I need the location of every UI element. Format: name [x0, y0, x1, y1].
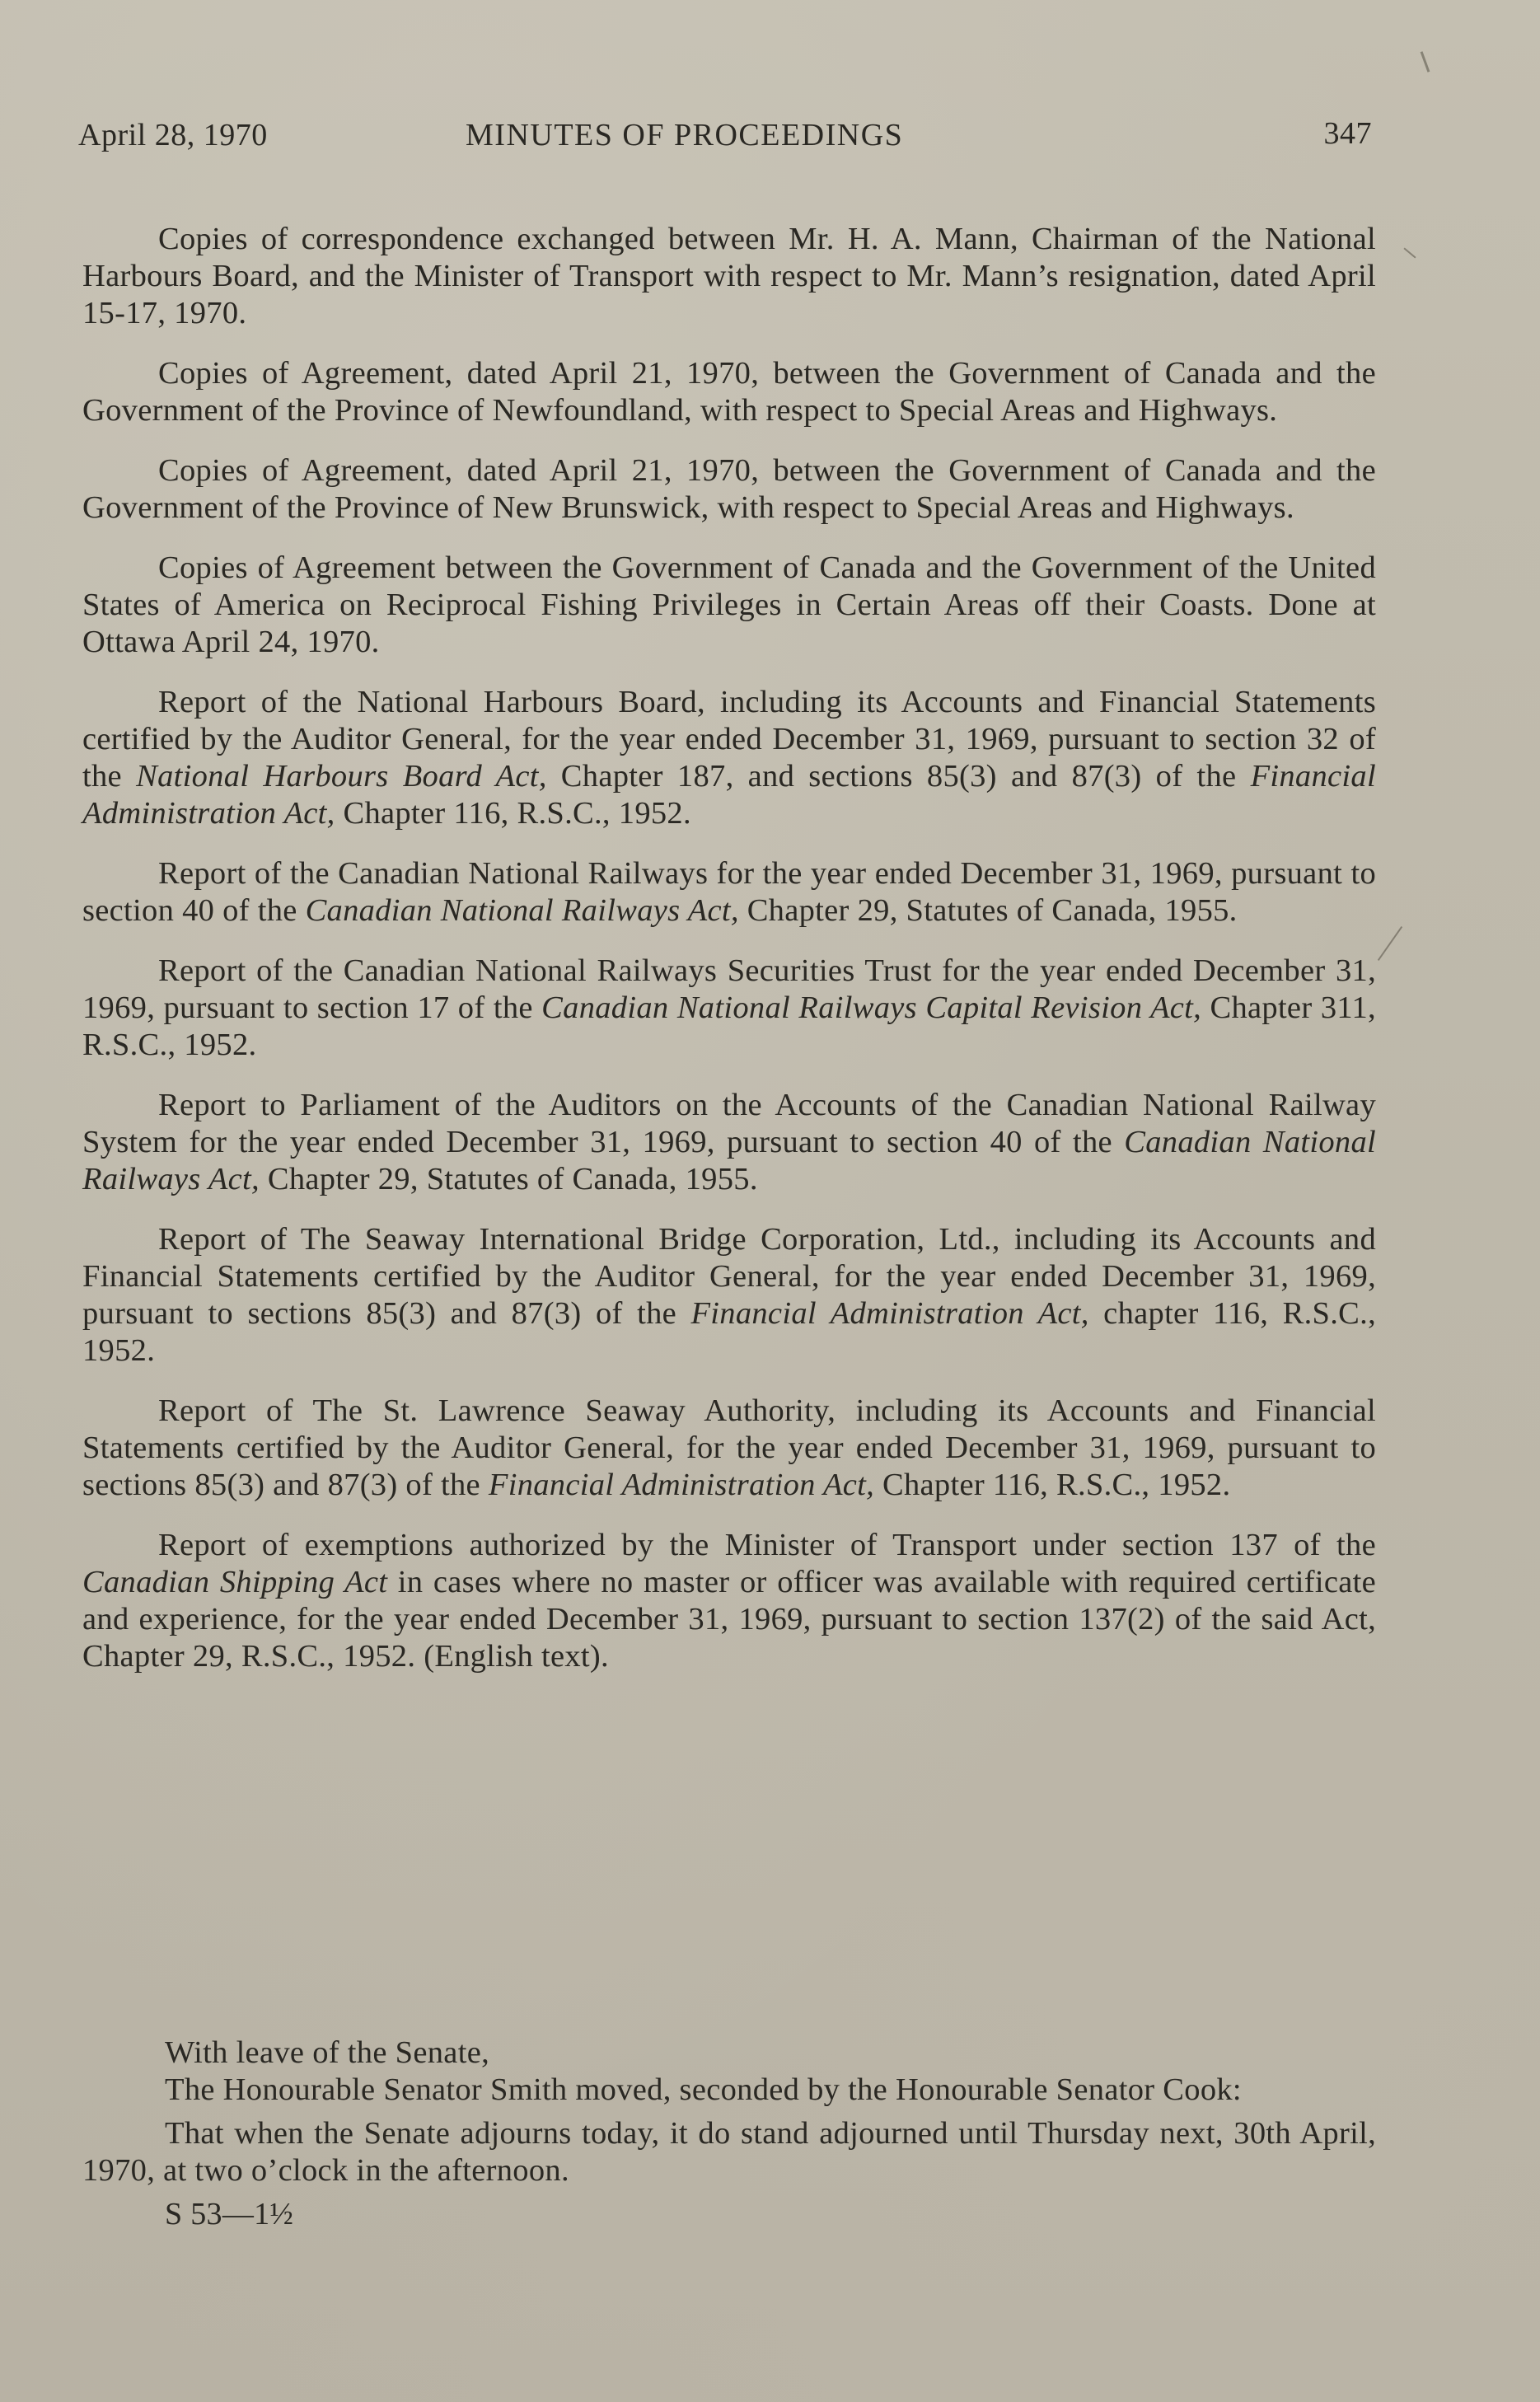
signature-code: S 53—1½ — [165, 2197, 294, 2231]
paragraph-text: Chapter 29, Statutes of Canada, 1955. — [259, 1162, 758, 1196]
paragraph-text: Report of the National Harbours Board, including its Accounts and Financial Statements certified by the Auditor General, for the year ended December 31, 1969, pursuant to section 32 of the — [82, 685, 1376, 794]
paragraph-seaway-authority-report — [82, 1393, 1376, 1504]
motion-moved: The Honourable Senator Smith moved, seconded by the Honourable Senator Cook: — [165, 2072, 1242, 2107]
act-title: Financial Administration Act, — [488, 1468, 875, 1502]
paragraph-text: Copies of correspondence exchanged between Mr. H. A. Mann, Chairman of the National Harbours Board, and the Minister of Transport with respect to Mr. Mann’s resignation, dated April 15-17, 1970. — [82, 222, 1376, 330]
paragraph-exemptions-report — [82, 1527, 1376, 1675]
paragraph-text: Copies of Agreement, dated April 21, 1970, between the Government of Canada and the Government of the Province of New Brunswick, with respect to Special Areas and Highways. — [82, 453, 1376, 525]
paragraph-bridge-corporation-report — [82, 1221, 1376, 1370]
paragraph-text: Chapter 116, R.S.C., 1952. — [874, 1468, 1231, 1502]
paragraph-text: Copies of Agreement between the Government of Canada and the Government of the United States of America on Reciprocal Fishing Privileges in Certain Areas off their Coasts. Done at Ottawa April 24, 1970. — [82, 550, 1376, 659]
act-title: Canadian National Railways Act, — [82, 1125, 1377, 1196]
paragraph-harbours-board-report — [82, 684, 1376, 832]
paragraph-text: Report of the Canadian National Railways Securities Trust for the year ended December 31, 1969, pursuant to section 17 of the — [82, 953, 1376, 1025]
header-date: April 28, 1970 — [78, 118, 268, 152]
paragraph-text: Chapter 187, and sections 85(3) and 87(3) of the — [546, 759, 1251, 794]
paragraph-text: chapter 116, R.S.C., 1952. — [82, 1296, 1376, 1368]
paragraph-cn-railways-report — [82, 855, 1376, 929]
page-number: 347 — [1323, 116, 1372, 151]
paragraph-auditors-report — [82, 1087, 1376, 1198]
paragraph-text: Chapter 311, R.S.C., 1952. — [82, 990, 1376, 1062]
scan-mark — [1403, 247, 1416, 258]
paragraph-securities-trust-report — [82, 953, 1376, 1064]
act-title: Financial Administration Act, — [82, 759, 1376, 831]
paragraph-text: Report of The Seaway International Bridge Corporation, Ltd., including its Accounts and Financial Statements certified by the Auditor General, for the year ended December 31, 1969, pursuant to sections 85(3) and 87(3) of the — [82, 1222, 1376, 1331]
paragraph-fishing-agreement — [82, 550, 1376, 661]
page-header — [78, 117, 1372, 158]
header-title: MINUTES OF PROCEEDINGS — [466, 118, 904, 152]
paragraph-newfoundland-agreement — [82, 355, 1376, 429]
paragraph-mann-correspondence — [82, 221, 1376, 332]
paragraph-text: Report of exemptions authorized by the Minister of Transport under section 137 of the — [158, 1528, 1376, 1562]
paragraph-new-brunswick-agreement — [82, 452, 1376, 527]
paragraph-text: Chapter 29, Statutes of Canada, 1955. — [738, 893, 1238, 928]
act-title: Canadian National Railways Capital Revision Act, — [541, 990, 1202, 1025]
motion-resolution: That when the Senate adjourns today, it do stand adjourned until Thursday next, 30th April, 1970, at two o’clock in the afternoon. — [82, 2116, 1376, 2188]
paragraph-text: Report to Parliament of the Auditors on the Accounts of the Canadian National Railway System for the year ended December 31, 1969, pursuant to section 40 of the — [82, 1088, 1376, 1159]
document-body — [82, 221, 1376, 1698]
act-title: Financial Administration Act, — [690, 1296, 1089, 1331]
paragraph-text: Report of The St. Lawrence Seaway Authority, including its Accounts and Financial Statements certified by the Auditor General, for the year ended December 31, 1969, pursuant to sections 85(3) and 87(3) of the — [82, 1393, 1376, 1502]
scan-mark — [1421, 51, 1430, 72]
paragraph-text: Copies of Agreement, dated April 21, 1970, between the Government of Canada and the Government of the Province of Newfoundland, with respect to Special Areas and Highways. — [82, 356, 1376, 428]
scan-mark — [1378, 926, 1402, 961]
act-title: Canadian Shipping Act — [82, 1565, 388, 1599]
motion-leave: With leave of the Senate, — [165, 2035, 490, 2070]
paragraph-text: in cases where no master or officer was available with required certificate and experience, for the year ended December 31, 1969, pursuant to section 137(2) of the said Act, Chapter 29, R.S.C., 1952. (English text). — [82, 1565, 1376, 1674]
paragraph-text: Chapter 116, R.S.C., 1952. — [335, 796, 691, 831]
motion-section — [82, 2034, 1376, 2233]
paragraph-text: Report of the Canadian National Railways for the year ended December 31, 1969, pursuant to section 40 of the — [82, 856, 1376, 928]
act-title: National Harbours Board Act, — [136, 759, 547, 794]
act-title: Canadian National Railways Act, — [305, 893, 739, 928]
